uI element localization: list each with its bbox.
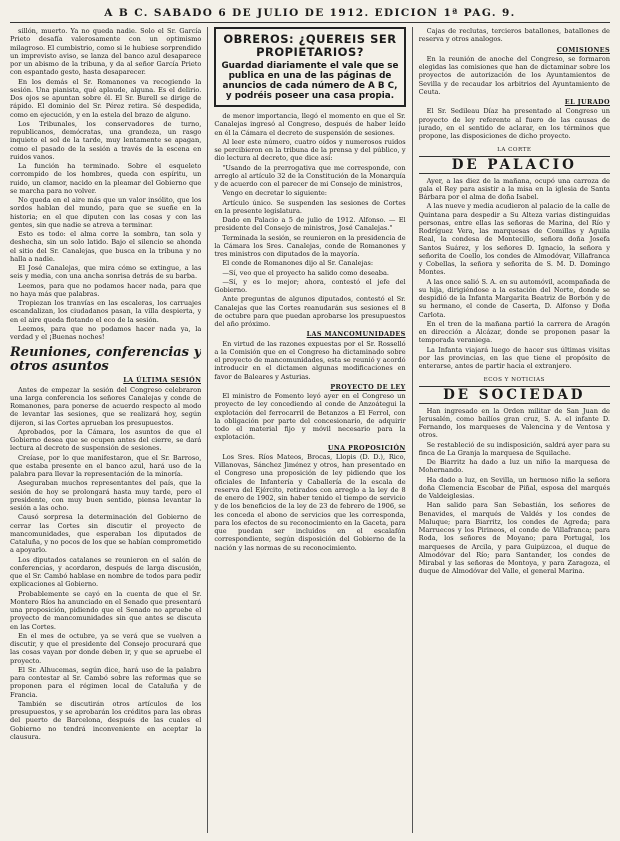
- paragraph: A las nueve y media acudieron al palacio de la calle de Quintana para despedir a Su Alteza varias distinguidas personas, entre ellas las señoras de Marina, del Río y Rodríguez Vera, las marquesas de Comillas y Aguila Real, la condesa de Montecillo, señora doña Josefa Santos Suárez, y los señores D. Ignacio, la señora y señorita de Coello, los condes de Almodóvar, Villafranca y Cobellas, la señora y señorita de S. M. D. Domingo Montes.: [418, 202, 610, 277]
- paragraph: Vengo en decretar lo siguiente:: [222, 189, 328, 198]
- kicker-la-corte: LA CORTE: [497, 147, 532, 154]
- paragraph: Terminada la sesión, se reunieron en la presidencia de la Cámara los Sres. Canalejas, conde de Romanones y tres ministros con diputados de la mayoría.: [214, 233, 406, 258]
- col3-body-3: [419, 177, 610, 371]
- paragraph: Los Tribunales, los conservadores de turno, republicanos, demócratas, una grandeza, un rasgo inquieto el sol de la tarde, muy lentamente se apagan, como el pasado de la sesión a través de la escena en ruidos vanos.: [10, 119, 202, 161]
- paragraph: En virtud de las razones expuestas por el Sr. Rosselló a la Comisión que en el Congreso ha dictaminado sobre el proyecto de mancomunidades, esta se reunió y acordó introducir en el dictamen algunas modificaciones en favor de Baleares y Asturias.: [214, 339, 406, 381]
- paragraph: Antes de empezar la sesión del Congreso celebraron una larga conferencia los señores Canalejas y conde de Romanones, para ponerse de acuerdo respecto al modo de levantar las sesiones, que se realizará hoy, según dijeron, si las Cortes aprueban los presupuestos.: [10, 385, 202, 427]
- paragraph: Los Sres. Ríos Mateos, Brocas, Llopis (D. D.), Rico, Villanovas, Sánchez Jiménez y otros, han presentado en el Congreso una proposición de ley pidiendo que los oficiales de Infantería y Caballería de la escala de reserva del Ejército, retirados con arreglo a la ley de 8 de enero de 1902, sin haber tenido el tiempo de servicio y de los beneficios de la ley de 23 de febrero de 1906, se les conceda el abono de servicios que les corresponda, para los efectos de su reconocimiento en la Gaceta, para que puedan ser incluidos en el escalafón correspondiente, según disposición del Gobierno de la nación y las normas de su reconocimiento.: [214, 452, 406, 552]
- paragraph: La función ha terminado. Sobre el esqueleto corrompido de los hombres, queda con espíritu, un ruido, un clamor, nacido en la pleamar del Gobierno que se marcha para no volver.: [10, 162, 202, 195]
- paragraph: En el tren de la mañana partió la carrera de Aragón en dirección a Alcázar, donde se proponen pasar la temporada veraniega.: [418, 319, 610, 345]
- paragraph: Creíase, por lo que manifestaron, que el Sr. Barroso, que estaba presente en el banco azul, hará uso de la palabra para llevar la representación de la minoría.: [10, 453, 202, 478]
- section-title-reuniones: Reuniones, conferencias y otros asuntos: [10, 345, 202, 375]
- paragraph: El Sr. Sedileau Díaz ha presentado al Congreso un proyecto de ley referente al fuero de las causas de jurado, en el sentido de aclarar, en los términos que propone, las disposiciones de dicho proyecto.: [418, 107, 610, 140]
- col3-body-4: [419, 407, 610, 576]
- paragraph: El José Canalejas, que mira cómo se extingue, a las seis y media, con una ancha sonrisa detrás de su barba.: [10, 264, 202, 281]
- paragraph: En la reunión de anoche del Congreso, se formaron elegidas las comisiones que han de dictaminar sobre los proyectos de autorización de los Ayuntamientos de Sevilla y de recaudar los arbitrios del Ayuntamiento de Ceuta.: [418, 54, 610, 96]
- column-divider: [207, 27, 208, 833]
- paragraph: Causó sorpresa la determinación del Gobierno de cerrar las Cortes sin discutir el proyecto de mancomunidades, que esperaban los diputados de Cataluña, y no pocos de los que se habían comprometido a apoyarlo.: [10, 513, 202, 555]
- subhead-el-jurado: EL JURADO: [564, 98, 610, 106]
- col1-top: [10, 27, 201, 341]
- col1-body: [10, 386, 201, 742]
- columns: [10, 27, 610, 833]
- paragraph: de menor importancia, llegó el momento en que el Sr. Canalejas ingresó al Congreso, después de haber leído en él la Cámara el decreto de suspensión de sesiones.: [214, 112, 406, 137]
- paragraph: Han salido para San Sebastián, los señores de Benavides, el marqués de Valdés y los condes de Maluque; para Biarritz, los condes de Agreda; para Marruecos y los Pirineos, el conde de Villafranca; para Roda, los señores de Moyano; para Portugal, los marqueses de Arcila, y para Guipúzcoa, el duque de Almodóvar del Río; para Santander, los condes de Mirabal y las señoras de Montoya, y para Zaragoza, el duque de Almodóvar del Valle, el general Marina.: [418, 501, 610, 576]
- col3-body-1: [419, 55, 610, 96]
- ad-body: Guardad diariamente el vale que se publica en una de las páginas de anuncios de cada número de A B C, y podréis poseer una casa propia.: [221, 61, 399, 101]
- paragraph: Ante preguntas de algunos diputados, contestó el Sr. Canalejas que las Cortes reanudarán sus sesiones el 8 de octubre para que puedan aprobarse los presupuestos del año próximo.: [214, 295, 406, 328]
- paragraph: Cajas de reclutas, tercieros batallones, batallones de reserva y otros analogos.: [418, 27, 610, 44]
- column-divider: [412, 27, 413, 833]
- ad-title: OBREROS: ¿QUEREIS SER PROPIETARIOS?: [223, 32, 397, 59]
- subhead-proyecto-de-ley: PROYECTO DE LEY: [330, 382, 406, 391]
- col3-body-2: [419, 107, 610, 140]
- headline-de-palacio: DE PALACIO: [419, 156, 610, 174]
- paragraph: Se restableció de su indisposición, saldrá ayer para su finca de La Granja la marquesa de Squilache.: [418, 440, 610, 457]
- paragraph: También se discutirán otros artículos de los presupuestos, y se aprobarán los créditos para las obras del puerto de Barcelona, después de las cuales el Gobierno no tendrá inconveniente en aceptar la clausura.: [10, 699, 202, 741]
- paragraph: Tropiezan los tranvías en las escaleras, los carruajes escandalizan, los ciudadanos pasan, la villa despierta, y en el aire queda flotando el eco de la sesión.: [10, 299, 202, 324]
- page-header: A B C. SABADO 6 DE JULIO DE 1912. EDICION 1ª PAG. 9.: [10, 4, 610, 23]
- paragraph: Leemos, para que no podamos hacer nada, para que no haya más que palabras.: [10, 281, 202, 298]
- paragraph: Artículo único. Se suspenden las sesiones de Cortes en la presente legislatura.: [214, 198, 406, 215]
- paragraph: La Infanta viajará luego de hacer sus últimas visitas por las provincias, en las que tiene el propósito de enterarse, antes de partir hacia el extranjero.: [418, 345, 610, 370]
- column-3: [419, 27, 610, 833]
- paragraph: Leemos, para que no podamos hacer nada ya, la verdad y el ¡Buenas noches!: [10, 324, 202, 341]
- headline-de-sociedad: DE SOCIEDAD: [419, 386, 610, 404]
- paragraph: A las once salió S. A. en su automóvil, acompañada de su hija, dirigiéndose a la estación del Norte, donde se despidió de la Infanta Margarita Beatriz de Borbón y de su hermano, el conde de Caserta, D. Alfonso y Doña Carlota.: [418, 277, 610, 319]
- paragraph: Han ingresado en la Orden militar de San Juan de Jerusalén, como bailíos gran cruz, S. A. el infante D. Fernando, los marqueses de Valencina y de Ventosa y otros.: [418, 406, 610, 440]
- paragraph: El conde de Romanones dijo al Sr. Canalejas:: [222, 259, 374, 268]
- kicker-ecos-y-noticias: ECOS Y NOTICIAS: [483, 377, 545, 384]
- subhead-mancomunidades: LAS MANCOMUNIDADES: [306, 330, 406, 339]
- paragraph: "Usando de la prerrogativa que me corresponde, con arreglo al artículo 32 de la Constitución de la Monarquía y de acuerdo con el parecer de mi Consejo de ministros,: [214, 163, 406, 188]
- col2-body-2: [214, 392, 405, 442]
- paragraph: Los diputados catalanes se reunieron en el salón de conferencias, y acordaron, después de larga discusión, que el Sr. Cambó hablase en nombre de todos para pedir explicaciones al Gobierno.: [10, 555, 202, 589]
- paragraph: —Sí, veo que el proyecto ha salido como deseaba.: [222, 268, 390, 277]
- paragraph: —Sí, y es lo mejor; ahora, contestó el jefe del Gobierno.: [214, 277, 406, 294]
- column-2: [214, 27, 405, 833]
- col2-top: [214, 112, 405, 328]
- advertisement-box: [214, 27, 405, 107]
- column-1: [10, 27, 201, 833]
- paragraph: De Biarritz ha dado a luz un niño la marquesa de Mohernando.: [418, 458, 610, 475]
- paragraph: Probablemente se cayó en la cuenta de que el Sr. Montero Ríos ha anunciado en el Senado que presentará una proposición, pidiendo que el Senado no apruebe el proyecto de mancomunidades sin que antes se discuta en las Cortes.: [10, 589, 202, 631]
- paragraph: Al leer este número, cuatro oídos y numerosos ruidos se percibieron en la tribuna de la prensa y del público, y dio lectura al decreto, que dice así:: [214, 137, 406, 163]
- paragraph: El Sr. Alhucemas, según dice, hará uso de la palabra para contestar al Sr. Cambó sobre las reformas que se proponen para el régimen local de Cataluña y de Francia.: [10, 665, 202, 699]
- paragraph: Dado en Palacio a 5 de julio de 1912. Alfonso. — El presidente del Consejo de ministros, José Canalejas.": [214, 216, 406, 233]
- paragraph: Aprobados, por la Cámara, los asuntos de que el Gobierno desea que se ocupen antes del cierre, se dará lectura al decreto de suspensión de sesiones.: [10, 427, 202, 453]
- paragraph: Ayer, a las diez de la mañana, ocupó una carroza de gala el Rey para asistir a la misa en la iglesia de Santa Bárbara por el alma de doña Isabel.: [418, 176, 610, 201]
- subhead-una-proposicion: UNA PROPOSICIÓN: [327, 443, 406, 452]
- subhead-ultima-sesion: LA ÚLTIMA SESIÓN: [123, 376, 202, 385]
- col3-top: [419, 27, 610, 44]
- paragraph: Aseguraban muchos representantes del país, que la sesión de hoy se prolongará hasta muy tarde, pero el presidente, con muy buen sentido, piensa levantar la sesión a las ocho.: [10, 479, 202, 512]
- paragraph: En el mes de octubre, ya se verá que se vuelven a discutir, y que el presidente del Consejo procurará que las cosas vayan por donde deben ir, y que se apruebe el proyecto.: [10, 631, 202, 665]
- paragraph: Ha dado a luz, en Sevilla, un hermoso niño la señora doña Clemencia Escobar de Piñal, esposa del marqués de Valdeiglesias.: [418, 475, 610, 500]
- col2-body-1: [214, 340, 405, 381]
- col2-body-3: [214, 453, 405, 552]
- paragraph: El ministro de Fomento leyó ayer en el Congreso un proyecto de ley concediendo al conde de Anzoátegui la explotación del ferrocarril de Betanzos a El Ferrol, con la obligación por parte del concesionario, de adquirir todo el material fijo y móvil necesario para la explotación.: [214, 392, 406, 442]
- paragraph: En los demás el Sr. Romanones va recogiendo la sesión. Una pianista, qué aplaude, alguna. Es el delirio. Dos ojos se apuntan sobre él. El Sr. Burell se dirige de rápido. El dominio del Sr. Pérez retira. Sé despedida, como en ejecución, y en la estela del brazo de alguno.: [10, 77, 202, 119]
- paragraph: Esto es todo: el alma corre la sombra, tan sola y deshecha, sin un solo latido. Bajo el silencio se ahonda el sitio del Sr. Canalejas, que busca en la tribuna y no halla a nadie.: [10, 230, 202, 263]
- paragraph: No queda en el aire más que un valor insólito, que los sordos hablan del mundo, para que se sueñe en la historia; en el que diputen con las cosas y con las gentes, sin que nadie se atreva a terminar.: [10, 196, 202, 229]
- subhead-comisiones: COMISIONES: [556, 45, 610, 54]
- paragraph: sillón, muerto. Ya no queda nadie. Solo el Sr. García Prieto desafía valerosamente con un optimismo milagroso. El cumbistrio, como si le hubiese sorprendido un imprevisto aviso, se lanza del banco azul desaparece por un abismo de la tribuna, y da al señor García Prieto con espantado gesto, hasta desaparecer.: [10, 27, 202, 77]
